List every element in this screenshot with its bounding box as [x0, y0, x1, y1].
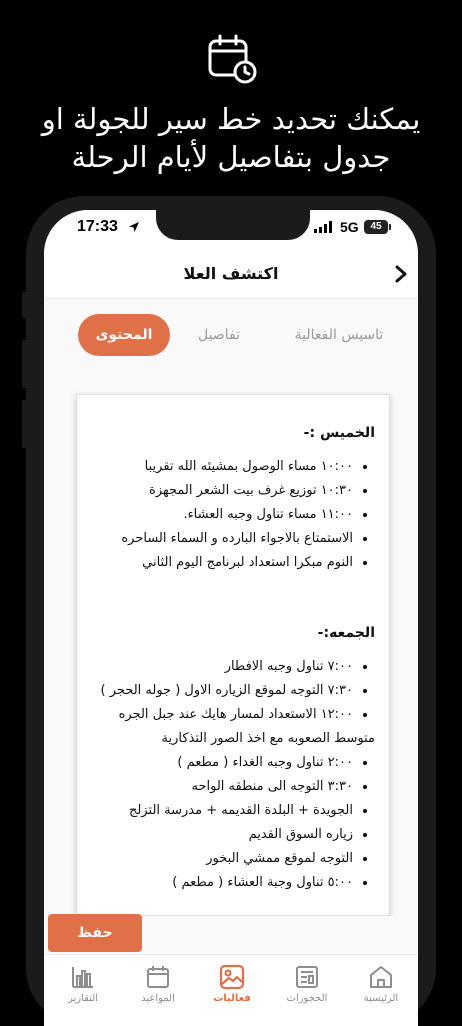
home-icon [367, 963, 395, 991]
list-item: • ٧:٠٠ تناول وجبه الافطار [87, 655, 353, 679]
list-item: • النوم مبكرا استعداد لبرنامج اليوم الثاني [87, 551, 353, 575]
list-item: • الاستمتاع بالاجواء البارده و السماء الساحره [87, 527, 353, 551]
promo-line-1: يمكنك تحديد خط سير للجولة او [41, 102, 421, 136]
page-title: اكتشف العلا [183, 264, 279, 283]
chevron-right-icon[interactable] [392, 264, 410, 284]
list-item: • ٧:٣٠ التوجه لموقع الزياره الاول ( جوله الحجر ) [87, 679, 353, 703]
calendar-clock-icon [205, 32, 259, 86]
nav-item-reports[interactable] [46, 955, 120, 1015]
tab-content[interactable]: المحتوى [78, 314, 170, 356]
tab-event-setup[interactable]: تاسيس الفعالية [294, 327, 384, 343]
list-item: • ٢:٠٠ تناول وجبه الغداء ( مطعم ) [87, 751, 353, 775]
status-time: 17:33 [77, 218, 118, 235]
nav-label-appointments: المواعيد [141, 993, 175, 1004]
events-image-icon [218, 963, 246, 991]
nav-label-bookings: الحجوزات [286, 993, 328, 1004]
promo-banner [0, 0, 462, 200]
battery-tip [389, 224, 391, 230]
list-item: • ١٠:٠٠ مساء الوصول بمشيئه الله تقريبا [87, 455, 353, 479]
thursday-list [77, 455, 389, 575]
list-item: • الجويدة + البلدة القديمه + مدرسة التزلج [87, 799, 353, 823]
nav-label-home: الرئيسية [363, 993, 399, 1004]
tab-details[interactable]: تفاصيل [198, 327, 240, 343]
list-item: • ٣:٣٠ التوجه الى منطقه الواحه [87, 775, 353, 799]
day-title-thursday: الخميس :- [303, 425, 375, 441]
phone-frame [26, 196, 436, 1026]
nav-label-reports: التقارير [67, 993, 99, 1004]
list-item: • التوجه لموقع ممشي البخور [87, 847, 353, 871]
tab-bar [44, 314, 418, 358]
bottom-nav [44, 954, 418, 1026]
network-type: 5G [340, 219, 359, 235]
friday-list-continued [77, 751, 389, 895]
signal-bars-icon [314, 221, 334, 233]
list-item: • ١٢:٠٠ الاستعداد لمسار هايك عند جبل الجره [87, 703, 353, 727]
itinerary-document [76, 394, 390, 916]
nav-label-events: فعاليات [213, 993, 251, 1004]
list-item: • زياره السوق القديم [87, 823, 353, 847]
nav-item-home[interactable] [344, 955, 418, 1015]
friday-list [77, 655, 389, 727]
list-item: • ١٠:٣٠ توزيع غرف بيت الشعر المجهزة [87, 479, 353, 503]
app-header [44, 250, 418, 299]
bookings-icon [293, 963, 321, 991]
bar-chart-icon [69, 963, 97, 991]
promo-caption [0, 100, 462, 176]
nav-item-appointments[interactable] [121, 955, 195, 1015]
list-item: • ١١:٠٠ مساء تناول وجبه العشاء. [87, 503, 353, 527]
calendar-icon [144, 963, 172, 991]
nav-item-bookings[interactable] [270, 955, 344, 1015]
phone-notch [156, 210, 310, 240]
save-button[interactable]: حفظ [48, 914, 142, 952]
list-item: • ٥:٠٠ تناول وجبة العشاء ( مطعم ) [87, 871, 353, 895]
location-arrow-icon [128, 221, 140, 233]
app-screen [44, 210, 418, 1026]
nav-item-events[interactable] [195, 955, 269, 1015]
day-title-friday: الجمعه:- [317, 625, 375, 641]
promo-line-2: جدول بتفاصيل لأيام الرحلة [71, 140, 391, 174]
battery-icon: 45 [364, 220, 388, 234]
list-item-continuation: متوسط الصعوبه مع اخذ الصور التذكارية [161, 731, 375, 746]
